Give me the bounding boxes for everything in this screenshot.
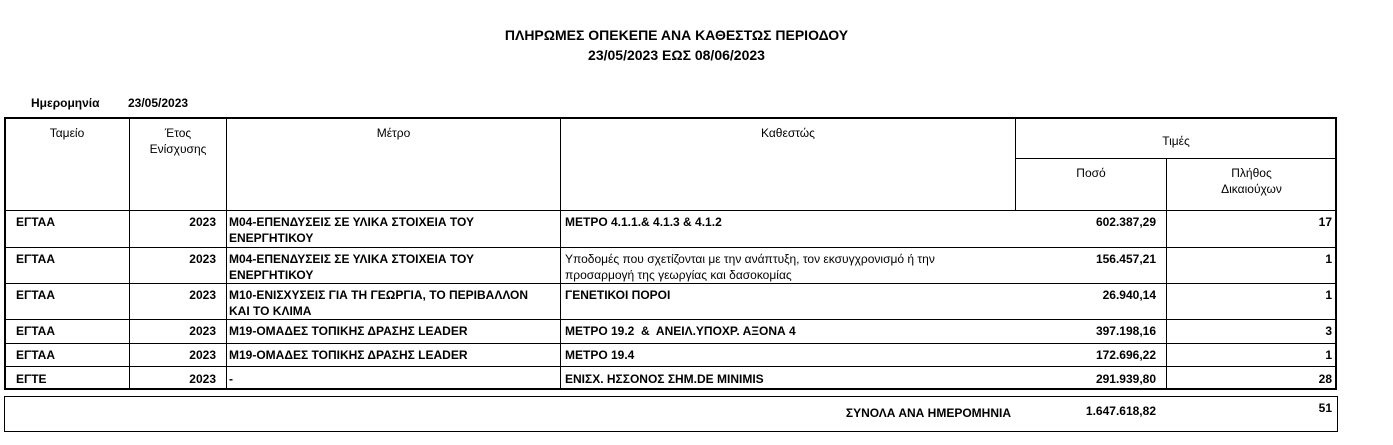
report-period: 23/05/2023 ΕΩΣ 08/06/2023 — [588, 47, 765, 63]
row-sep — [1166, 211, 1167, 248]
row-sep — [560, 344, 561, 367]
totals-border-top — [4, 396, 1338, 397]
totals-beneficiaries: 51 — [1318, 401, 1332, 415]
row-line — [4, 247, 1336, 248]
cell-regime: ΓΕΝΕΤΙΚΟΙ ΠΟΡΟΙ — [565, 288, 671, 302]
cell-amount: 172.696,22 — [1095, 348, 1156, 362]
cell-beneficiaries: 1 — [1325, 252, 1332, 266]
row-sep — [1166, 344, 1167, 367]
row-sep — [226, 320, 227, 344]
table-border-left — [4, 117, 6, 390]
row-sep — [129, 211, 130, 248]
cell-amount: 602.387,29 — [1095, 215, 1156, 229]
header-bottom-line — [4, 210, 1336, 211]
header-beneficiaries-1: Πλήθος — [1231, 166, 1272, 180]
date-value: 23/05/2023 — [128, 96, 189, 110]
row-sep — [1166, 248, 1167, 284]
row-sep — [1166, 367, 1167, 389]
cell-measure: Μ19-ΟΜΑΔΕΣ ΤΟΠΙΚΗΣ ΔΡΑΣΗΣ LEADER — [229, 348, 468, 362]
table-border-top — [4, 117, 1337, 119]
cell-year: 2023 — [189, 348, 216, 362]
cell-amount: 291.939,80 — [1095, 372, 1156, 386]
header-year-2: Ενίσχυσης — [149, 142, 207, 156]
row-sep — [560, 320, 561, 344]
cell-year: 2023 — [189, 324, 216, 338]
cell-amount: 397.198,16 — [1095, 324, 1156, 338]
cell-regime: ΕΝΙΣΧ. ΗΣΣΟΝΟΣ ΣΗΜ.DE MINIMIS — [565, 372, 764, 386]
row-sep — [226, 248, 227, 284]
cell-beneficiaries: 1 — [1325, 348, 1332, 362]
row-sep — [226, 344, 227, 367]
cell-fund: ΕΓΤΕ — [16, 372, 47, 386]
report-title: ΠΛΗΡΩΜΕΣ ΟΠΕΚΕΠΕ ΑΝΑ ΚΑΘΕΣΤΩΣ ΠΕΡΙΟΔΟΥ — [504, 27, 849, 43]
totals-border-left — [4, 396, 5, 432]
header-measure: Μέτρο — [376, 126, 411, 140]
totals-border-bottom — [4, 431, 1338, 432]
cell-measure: Μ10-ΕΝΙΣΧΥΣΕΙΣ ΓΙΑ ΤΗ ΓΕΩΡΓΙΑ, ΤΟ ΠΕΡΙΒΑΛΛΟΝ ΚΑΙ ΤΟ ΚΛΙΜΑ — [229, 288, 529, 318]
row-line — [4, 319, 1336, 320]
header-values: Τιμές — [1162, 134, 1190, 148]
row-line — [4, 366, 1336, 367]
cell-regime: ΜΕΤΡΟ 19.2 & ΑΝΕΙΛ.ΥΠΟΧΡ. ΑΞΟΝΑ 4 — [565, 324, 796, 338]
totals-border-right — [1337, 396, 1338, 432]
header-fund: Ταμείο — [49, 126, 85, 140]
header-amount: Ποσό — [1076, 166, 1106, 180]
cell-year: 2023 — [189, 372, 216, 386]
row-line — [4, 283, 1336, 284]
cell-beneficiaries: 17 — [1318, 215, 1332, 229]
cell-regime: ΜΕΤΡΟ 19.4 — [565, 348, 635, 362]
row-sep — [129, 320, 130, 344]
header-beneficiaries-2: Δικαιούχων — [1221, 182, 1282, 196]
cell-year: 2023 — [189, 215, 216, 229]
row-sep — [560, 284, 561, 320]
cell-fund: ΕΓΤΑΑ — [16, 324, 55, 338]
row-sep — [129, 284, 130, 320]
row-sep — [226, 284, 227, 320]
row-sep — [129, 367, 130, 389]
cell-fund: ΕΓΤΑΑ — [16, 252, 55, 266]
row-sep — [129, 248, 130, 284]
row-sep — [226, 211, 227, 248]
cell-measure: Μ04-ΕΠΕΝΔΥΣΕΙΣ ΣΕ ΥΛΙΚΑ ΣΤΟΙΧΕΙΑ ΤΟΥ ΕΝΕΡΓΗΤΙΚΟΥ — [229, 215, 474, 245]
cell-amount: 26.940,14 — [1102, 288, 1156, 302]
header-regime: Καθεστώς — [761, 126, 815, 140]
row-sep — [1166, 284, 1167, 320]
cell-beneficiaries: 1 — [1325, 288, 1332, 302]
cell-year: 2023 — [189, 252, 216, 266]
cell-measure: Μ04-ΕΠΕΝΔΥΣΕΙΣ ΣΕ ΥΛΙΚΑ ΣΤΟΙΧΕΙΑ ΤΟΥ ΕΝΕΡΓΗΤΙΚΟΥ — [229, 252, 474, 282]
row-sep — [1166, 320, 1167, 344]
row-sep — [129, 344, 130, 367]
cell-fund: ΕΓΤΑΑ — [16, 348, 55, 362]
totals-label: ΣΥΝΟΛΑ ΑΝΑ ΗΜΕΡΟΜΗΝΙΑ — [845, 406, 1011, 420]
cell-regime: Υποδομές που σχετίζονται με την ανάπτυξη, τον εκσυγχρονισμό ή την προσαρμογή της γεωργίας και δασοκομίας — [565, 252, 935, 282]
row-sep — [226, 367, 227, 389]
values-subheader-line — [1015, 158, 1336, 159]
row-sep — [560, 248, 561, 284]
row-line — [4, 343, 1336, 344]
col-sep — [1015, 118, 1016, 211]
cell-measure: Μ19-ΟΜΑΔΕΣ ΤΟΠΙΚΗΣ ΔΡΑΣΗΣ LEADER — [229, 324, 468, 338]
table-border-bottom — [4, 388, 1337, 390]
cell-fund: ΕΓΤΑΑ — [16, 288, 55, 302]
totals-amount: 1.647.618,82 — [1085, 404, 1156, 418]
cell-fund: ΕΓΤΑΑ — [16, 215, 55, 229]
header-year-1: Έτος — [164, 126, 192, 140]
date-label: Ημερομηνία — [31, 96, 100, 110]
cell-beneficiaries: 28 — [1318, 372, 1332, 386]
cell-beneficiaries: 3 — [1325, 324, 1332, 338]
cell-measure: - — [229, 372, 233, 386]
cell-amount: 156.457,21 — [1095, 252, 1156, 266]
row-sep — [560, 211, 561, 248]
row-sep — [560, 367, 561, 389]
cell-regime: ΜΕΤΡΟ 4.1.1.& 4.1.3 & 4.1.2 — [565, 215, 722, 229]
cell-year: 2023 — [189, 288, 216, 302]
